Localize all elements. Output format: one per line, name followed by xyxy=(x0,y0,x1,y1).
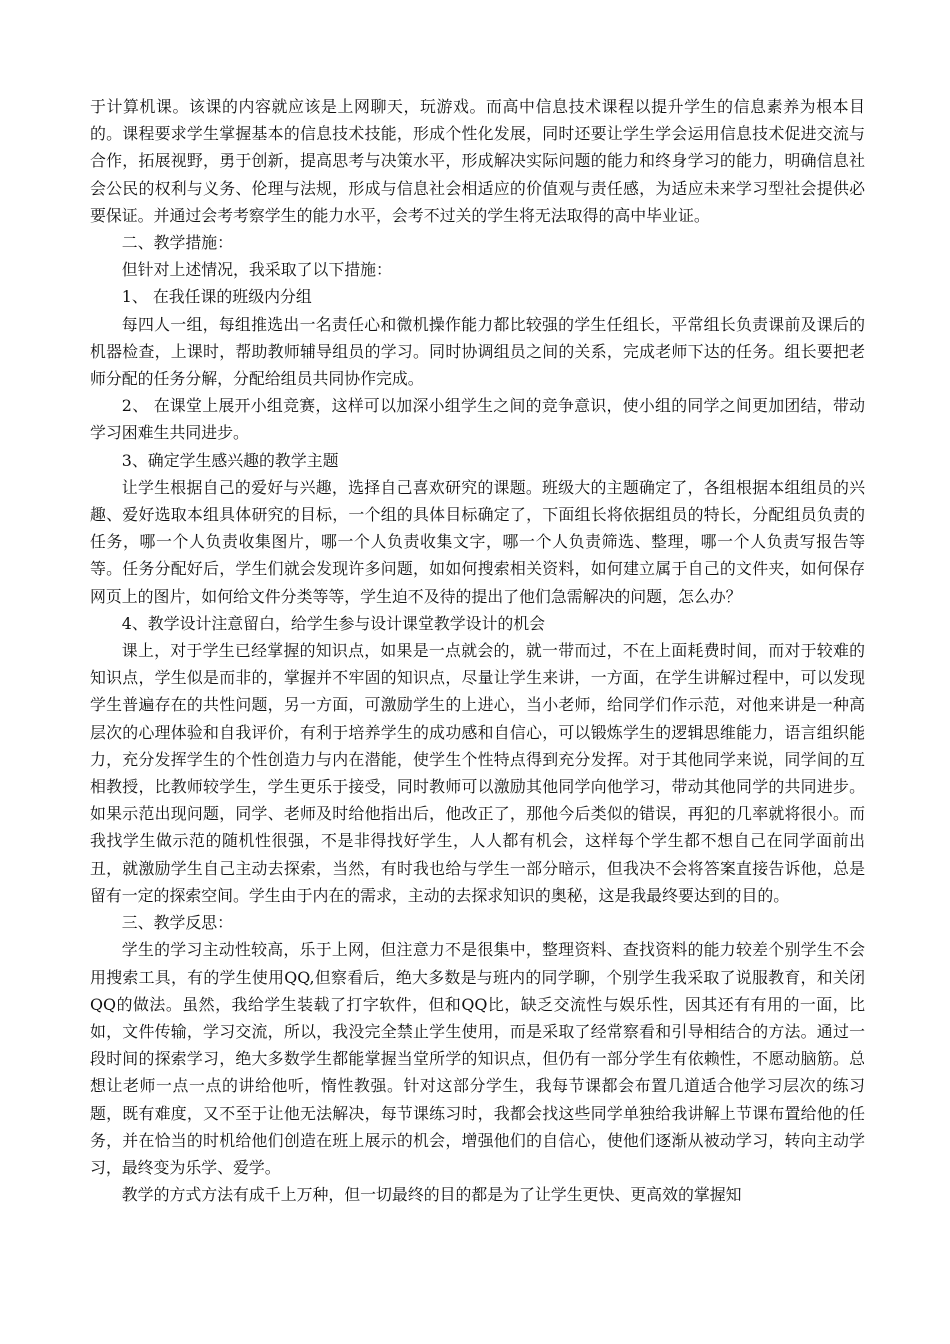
list-item-heading-1: 1、 在我任课的班级内分组 xyxy=(121,287,312,307)
paragraph-conclusion: 教学的方式方法有成千上万种，但一切最终的目的都是为了让学生更快、更高效的掌握知 xyxy=(121,1185,742,1205)
paragraph-topics: 让学生根据自己的爱好与兴趣，选择自己喜欢研究的课题。班级大的主题确定了，各组根据本组组员的兴趣、爱好选取本组具体研究的目标，一个组的具体目标确定了，下面组长将依据组员的特长，分配组员负责的任务，哪一个人负责收集图片，哪一个人负责收集文字，哪一个人负责筛选、整理，哪一个人负责写报告等等。任务分配好后，学生们就会发现许多问题，如如何搜索相关资料，如何建立属于自己的文件夹，如何保存网页上的图片，如何给文件分类等等，学生迫不及待的提出了他们急需解决的问题，怎么办？ xyxy=(90,477,865,606)
document-body xyxy=(90,93,865,1208)
list-item-heading-3: 3、确定学生感兴趣的教学主题 xyxy=(121,450,339,470)
paragraph-measures-intro: 但针对上述情况，我采取了以下措施： xyxy=(121,260,392,280)
list-item-heading-4: 4、教学设计注意留白，给学生参与设计课堂教学设计的机会 xyxy=(121,613,546,633)
paragraph-intro-continued: 于计算机课。该课的内容就应该是上网聊天，玩游戏。而高中信息技术课程以提升学生的信息素养为根本目的。课程要求学生掌握基本的信息技术技能，形成个性化发展，同时还要让学生学会运用信息技术促进交流与合作，拓展视野，勇于创新，提高思考与决策水平，形成解决实际问题的能力和终身学习的能力，明确信息社会公民的权利与义务、伦理与法规，形成与信息社会相适应的价值观与责任感，为适应未来学习型社会提供必要保证。并通过会考考察学生的能力水平，会考不过关的学生将无法取得的高中毕业证。 xyxy=(90,97,865,225)
paragraph-reflection: 学生的学习主动性较高，乐于上网，但注意力不是很集中，整理资料、查找资料的能力较差个别学生不会用搜索工具，有的学生使用QQ,但察看后，绝大多数是与班内的同学聊，个别学生我采取了说服教育，和关闭QQ的做法。虽然，我给学生装载了打字软件，但和QQ比，缺乏交流性与娱乐性，因其还有有用的一面，比如，文件传输，学习交流，所以，我没完全禁止学生使用，而是采取了经常察看和引导相结合的方法。通过一段时间的探索学习，绝大多数学生都能掌握当堂所学的知识点，但仍有一部分学生有依赖性，不愿动脑筋。总想让老师一点一点的讲给他听，惰性教强。针对这部分学生，我每节课都会布置几道适合他学习层次的练习题，既有难度，又不至于让他无法解决，每节课练习时，我都会找这些同学单独给我讲解上节课布置给他的任务，并在恰当的时机给他们创造在班上展示的机会，增强他们的自信心，使他们逐渐从被动学习，转向主动学习，最终变为乐学、爱学。 xyxy=(90,940,865,1177)
section-heading-teaching-measures: 二、教学措施： xyxy=(121,233,234,253)
paragraph-design: 课上，对于学生已经掌握的知识点，如果是一点就会的，就一带而过，不在上面耗费时间，而对于较难的知识点，学生似是而非的，掌握并不牢固的知识点，尽量让学生来讲，一方面，在学生讲解过程中，可以发现学生普遍存在的共性问题，另一方面，可激励学生的上进心，当小老师，给同学们作示范，对他来讲是一种高层次的心理体验和自我评价，有利于培养学生的成功感和自信心，可以锻炼学生的逻辑思维能力，语言组织能力，充分发挥学生的个性创造力与内在潜能，使学生个性特点得到充分发挥。对于其他同学来说，同学间的互相教授，比教师较学生，学生更乐于接受，同时教师可以激励其他同学向他学习，带动其他同学的共同进步。如果示范出现问题，同学、老师及时给他指出后，他改正了，那他今后类似的错误，再犯的几率就将很小。而我找学生做示范的随机性很强，不是非得找好学生，人人都有机会，这样每个学生都不想自己在同学面前出丑，就激励学生自己主动去探索，当然，有时我也给与学生一部分暗示，但我决不会将答案直接告诉他，总是留有一定的探索空间。学生由于内在的需求，主动的去探求知识的奥秘，这是我最终要达到的目的。 xyxy=(90,641,865,905)
paragraph-grouping: 每四人一组，每组推选出一名责任心和微机操作能力都比较强的学生任组长，平常组长负责课前及课后的机器检查，上课时，帮助教师辅导组员的学习。同时协调组员之间的关系，完成老师下达的任务。组长要把老师分配的任务分解，分配给组员共同协作完成。 xyxy=(90,314,865,389)
section-heading-reflection: 三、教学反思： xyxy=(121,913,234,933)
list-item-2: 2、 在课堂上展开小组竞赛，这样可以加深小组学生之间的竞争意识，使小组的同学之间更加团结，带动学习困难生共同进步。 xyxy=(90,396,865,443)
